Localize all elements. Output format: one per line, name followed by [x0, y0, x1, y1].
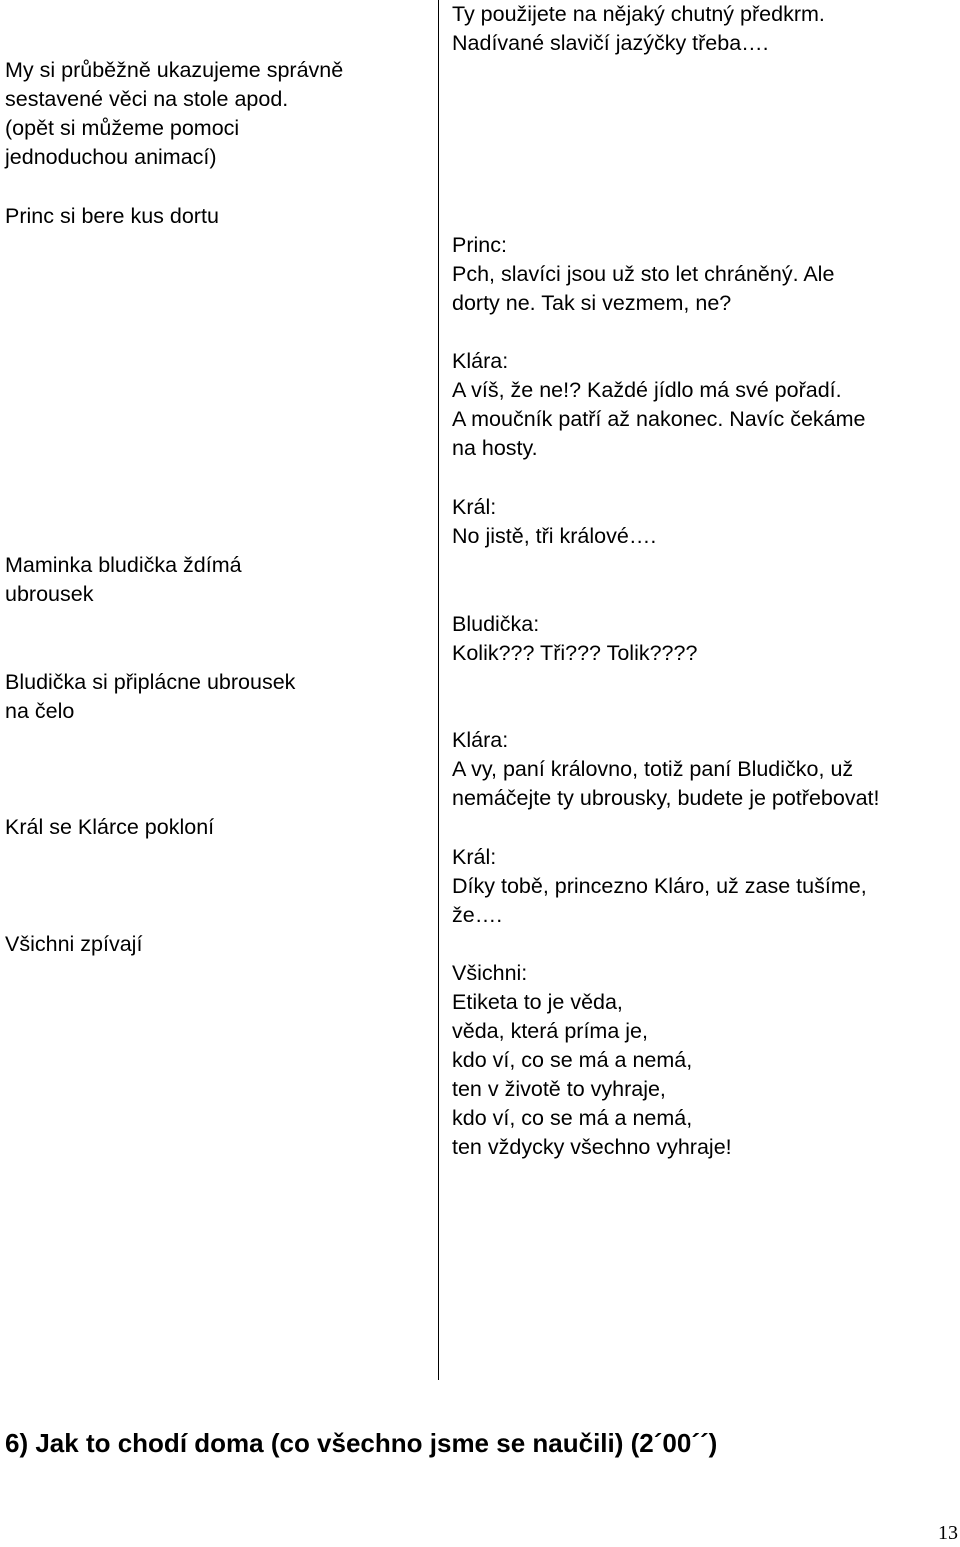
speaker-label: Klára:: [452, 728, 509, 752]
stage-direction: Princ si bere kus dortu: [5, 204, 219, 228]
speaker-label: Všichni:: [452, 961, 528, 985]
dialogue-line: A vy, paní královno, totiž paní Bludičko, už nemáčejte ty ubrousky, budete je potřebovat!: [452, 757, 880, 810]
dialogue-line: Kolik??? Tři??? Tolik????: [452, 641, 698, 665]
dialogue-line: Pch, slavíci jsou už sto let chráněný. Ale dorty ne. Tak si vezmem, ne?: [452, 262, 835, 315]
speaker-label: Bludička:: [452, 612, 540, 636]
dialogue-column: [440, 0, 960, 1380]
dialogue-line: No jistě, tři králové….: [452, 524, 657, 548]
dialogue-line: Díky tobě, princezno Kláro, už zase tušíme, že….: [452, 874, 867, 927]
stage-direction: Bludička si připlácne ubrousek na čelo: [5, 670, 296, 723]
dialogue-line: Ty použijete na nějaký chutný předkrm. Nadívané slavičí jazýčky třeba….: [452, 2, 825, 55]
speaker-label: Klára:: [452, 349, 509, 373]
section-heading: 6) Jak to chodí doma (co všechno jsme se naučili) (2´00´´): [5, 1428, 718, 1458]
speaker-label: Princ:: [452, 233, 507, 257]
song-lyrics: Etiketa to je věda, věda, která príma je, kdo ví, co se má a nemá, ten v životě to vyhraje, kdo ví, co se má a nemá, ten vždycky všechno vyhraje!: [452, 990, 732, 1159]
speaker-label: Král:: [452, 495, 497, 519]
stage-direction: Všichni zpívají: [5, 932, 143, 956]
page-number: 13: [938, 1522, 958, 1544]
stage-direction: Král se Klárce pokloní: [5, 815, 215, 839]
stage-direction: Maminka bludička ždímá ubrousek: [5, 553, 242, 606]
dialogue-line: A víš, že ne!? Každé jídlo má své pořadí. A moučník patří až nakonec. Navíc čekáme na hosty.: [452, 378, 866, 460]
speaker-label: Král:: [452, 845, 497, 869]
stage-directions-column: [0, 0, 439, 1380]
stage-direction: My si průběžně ukazujeme správně sestavené věci na stole apod. (opět si můžeme pomoci jednoduchou animací): [5, 58, 344, 169]
